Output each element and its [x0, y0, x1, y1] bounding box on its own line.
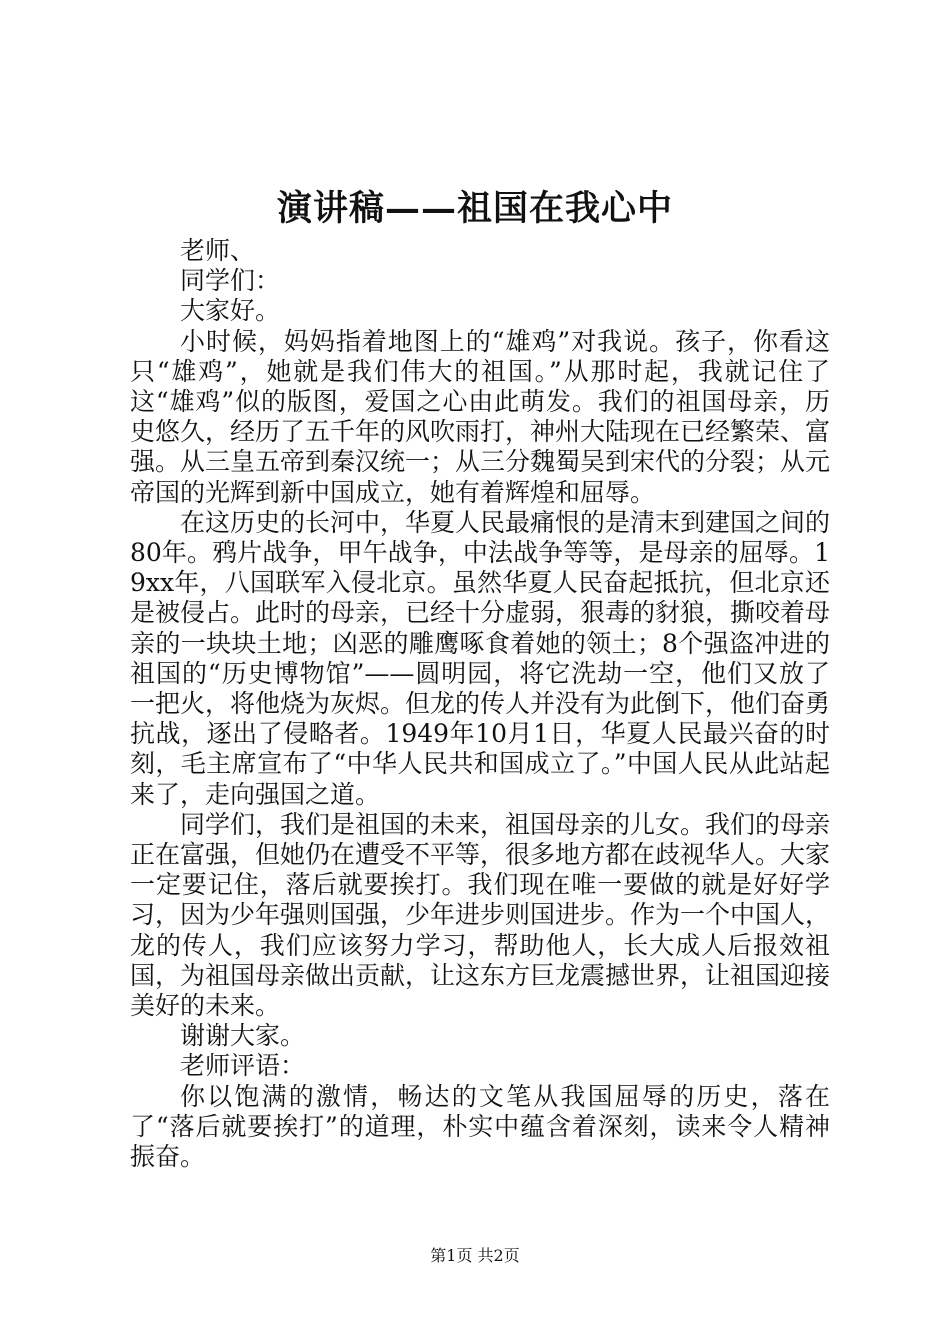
greeting-hello: 大家好。 — [180, 296, 281, 326]
greeting-students: 同学们： — [180, 266, 281, 296]
paragraph-childhood: 小时候，妈妈指着地图上的“雄鸡”对我说。孩子，你看这只“雄鸡”，她就是我们伟大的祖国。”从那时起，我就记住了这“雄鸡”似的版图，爱国之心由此萌发。我们的祖国母亲，历史悠久，经历了五千年的风吹雨打，神州大陆现在已经繁荣、富强。从三皇五帝到秦汉统一；从三分魏蜀吴到宋代的分裂；从元帝国的光辉到新中国成立，她有着辉煌和屈辱。 — [130, 326, 831, 507]
paragraph-future: 同学们，我们是祖国的未来，祖国母亲的儿女。我们的母亲正在富强，但她仍在遭受不平等，很多地方都在歧视华人。大家一定要记住，落后就要挨打。我们现在唯一要做的就是好好学习，因为少年强则国强，少年进步则国进步。作为一个中国人，龙的传人，我们应该努力学习，帮助他人，长大成人后报效祖国，为祖国母亲做出贡献，让这东方巨龙震撼世界，让祖国迎接美好的未来。 — [130, 809, 831, 1021]
document-title: 演讲稿——祖国在我心中 — [276, 188, 673, 229]
document-body — [130, 236, 830, 1172]
comment-label: 老师评语： — [180, 1051, 306, 1081]
paragraph-history: 在这历史的长河中，华夏人民最痛恨的是清末到建国之间的80年。鸦片战争，甲午战争，中法战争等等，是母亲的屈辱。19xx年，八国联军入侵北京。虽然华夏人民奋起抵抗，但北京还是被侵占。此时的母亲，已经十分虚弱，狠毒的豺狼，撕咬着母亲的一块块土地；凶恶的雕鹰啄食着她的领土；8个强盗冲进的祖国的“历史博物馆”——圆明园，将它洗劫一空，他们又放了一把火，将他烧为灰烬。但龙的传人并没有为此倒下，他们奋勇抗战，逐出了侵略者。1949年10月1日，华夏人民最兴奋的时刻，毛主席宣布了“中华人民共和国成立了。”中国人民从此站起来了，走向强国之道。 — [130, 507, 831, 809]
greeting-teacher: 老师、 — [180, 236, 256, 265]
page-number: 第1页 共2页 — [430, 1246, 520, 1265]
teacher-comment: 你以饱满的激情，畅达的文笔从我国屈辱的历史，落在了“落后就要挨打”的道理，朴实中蕴含着深刻，读来令人精神振奋。 — [130, 1081, 830, 1172]
closing-thanks: 谢谢大家。 — [180, 1021, 306, 1051]
